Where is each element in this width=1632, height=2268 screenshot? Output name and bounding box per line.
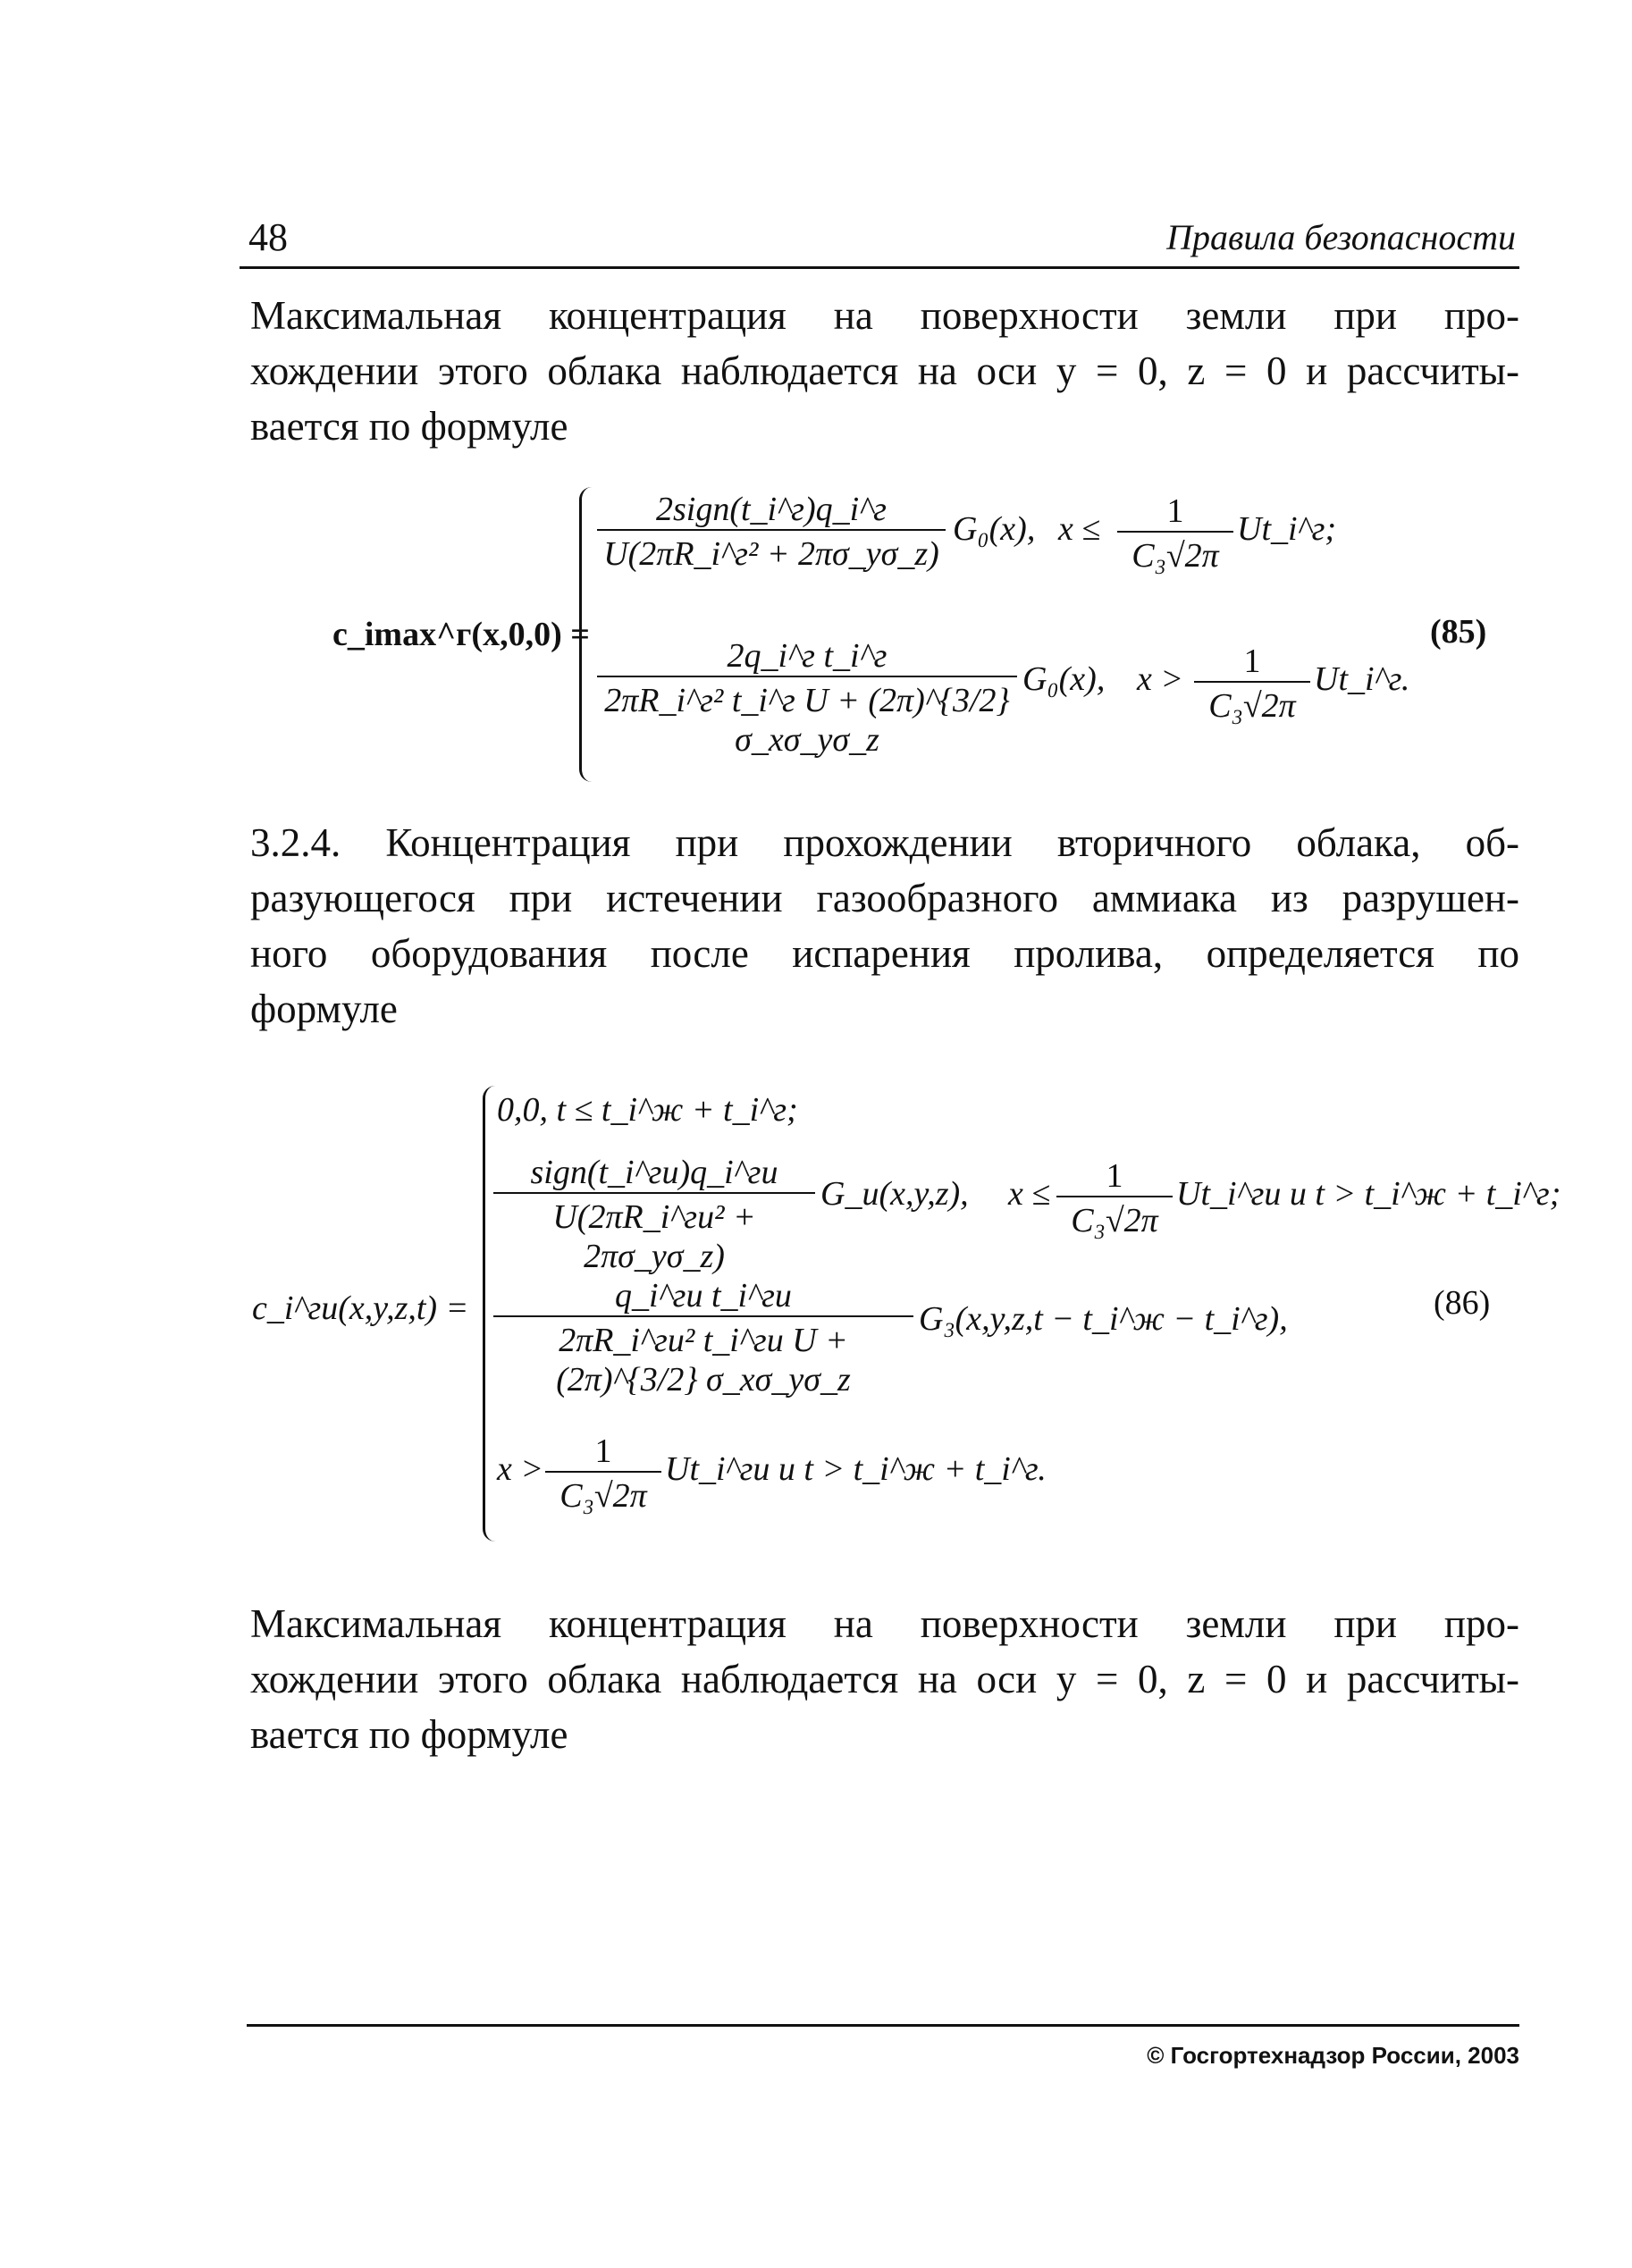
eq86-row3-denominator: 2πR_i^ги² t_i^ги U + (2π)^{3/2} σ_xσ_yσ_z <box>493 1315 913 1399</box>
paragraph-2-line-4: формуле <box>250 987 398 1031</box>
footer-copyright: © Госгортехнадзор России, 2003 <box>1147 2042 1519 2069</box>
paragraph-1-line-2: хождении этого облака наблюдается на оси y = 0, z = 0 и рассчиты- <box>250 349 1519 393</box>
paragraph-3-line-3: вается по формуле <box>250 1712 568 1757</box>
paragraph-1-line-1: Максимальная концентрация на поверхности земли при про- <box>250 293 1519 338</box>
eq86-row2-constant-numerator: 1 <box>1106 1157 1123 1195</box>
paragraph-3-line-2: хождении этого облака наблюдается на оси y = 0, z = 0 и рассчиты- <box>250 1657 1519 1701</box>
eq86-row4-tail: Ut_i^ги и t > t_i^ж + t_i^г. <box>665 1450 1047 1488</box>
eq85-case1-function: G₀(x), <box>953 510 1036 548</box>
paragraph-2-line-1: 3.2.4. Концентрация при прохождении вторичного облака, об- <box>250 820 1519 865</box>
eq85-case2-constant-denominator: C₃√2π <box>1194 681 1310 726</box>
running-title: Правила безопасности <box>1166 217 1516 257</box>
eq85-case1-constant-denominator: C₃√2π <box>1117 531 1233 575</box>
eq85-case2-constant-fraction <box>1194 642 1310 726</box>
paragraph-2-line-3: ного оборудования после испарения пролива, определяется по <box>250 931 1519 976</box>
eq85-number: (85) <box>1430 613 1487 651</box>
eq85-brace <box>579 487 600 782</box>
eq86-row4-condition: x > <box>497 1450 544 1488</box>
eq85-case2-numerator: 2q_i^г t_i^г <box>727 637 888 675</box>
eq86-row2-numerator: sign(t_i^ги)q_i^ги <box>530 1154 778 1191</box>
footer-rule <box>247 2024 1519 2027</box>
eq86-row3-function: G₃(x,y,z,t − t_i^ж − t_i^г), <box>919 1300 1288 1338</box>
paragraph-3 <box>250 1596 1519 1762</box>
eq86-row4-constant-fraction <box>545 1432 661 1516</box>
eq85-case1-fraction <box>597 490 946 574</box>
eq86-row2-constant-fraction <box>1056 1156 1173 1240</box>
paragraph-3-line-1: Максимальная концентрация на поверхности земли при про- <box>250 1601 1519 1646</box>
eq86-row2-condition: x ≤ <box>1008 1175 1051 1213</box>
eq85-case2-constant-numerator: 1 <box>1243 643 1261 680</box>
eq85-case2-tail: Ut_i^г. <box>1314 660 1410 698</box>
eq85-case2-denominator: 2πR_i^г² t_i^г U + (2π)^{3/2} σ_xσ_yσ_z <box>597 676 1017 760</box>
eq86-brace <box>483 1086 503 1541</box>
eq85-case1-denominator: U(2πR_i^г² + 2πσ_yσ_z) <box>597 529 946 574</box>
page-header <box>240 213 1519 269</box>
eq85-case1-condition: x ≤ <box>1058 510 1101 548</box>
paragraph-2-line-2: разующегося при истечении газообразного аммиака из разрушен- <box>250 876 1519 920</box>
eq86-row2-constant-denominator: C₃√2π <box>1056 1196 1173 1240</box>
eq86-row1: 0,0, t ≤ t_i^ж + t_i^г; <box>497 1091 798 1129</box>
paragraph-1 <box>250 288 1519 454</box>
eq86-row2-function: G_и(x,y,z), <box>820 1175 969 1213</box>
eq86-row4-constant-denominator: C₃√2π <box>545 1471 661 1516</box>
eq85-lhs: c_imax^г(x,0,0) = <box>332 616 590 653</box>
eq86-row3-numerator: q_i^ги t_i^ги <box>615 1277 792 1315</box>
eq86-number: (86) <box>1434 1284 1491 1322</box>
page-number: 48 <box>248 215 288 259</box>
eq86-row3-fraction <box>493 1276 913 1399</box>
eq85-case2-condition: x > <box>1137 660 1184 698</box>
eq86-row2-fraction <box>493 1153 815 1276</box>
eq85-case1-constant-numerator: 1 <box>1166 492 1184 530</box>
eq85-case1-constant-fraction <box>1117 491 1233 575</box>
eq86-row2-tail: Ut_i^ги и t > t_i^ж + t_i^г; <box>1176 1175 1561 1213</box>
eq85-case1-numerator: 2sign(t_i^г)q_i^г <box>655 491 888 528</box>
eq85-case1-tail: Ut_i^г; <box>1237 510 1337 548</box>
paragraph-2 <box>250 815 1519 1037</box>
paragraph-1-line-3: вается по формуле <box>250 404 568 449</box>
eq86-row4-constant-numerator: 1 <box>594 1432 612 1470</box>
eq85-case2-fraction <box>597 636 1017 760</box>
eq86-lhs: c_i^ги(x,y,z,t) = <box>252 1289 469 1327</box>
eq85-case2-function: G₀(x), <box>1022 660 1106 698</box>
eq86-row2-denominator: U(2πR_i^ги² + 2πσ_yσ_z) <box>493 1192 815 1276</box>
